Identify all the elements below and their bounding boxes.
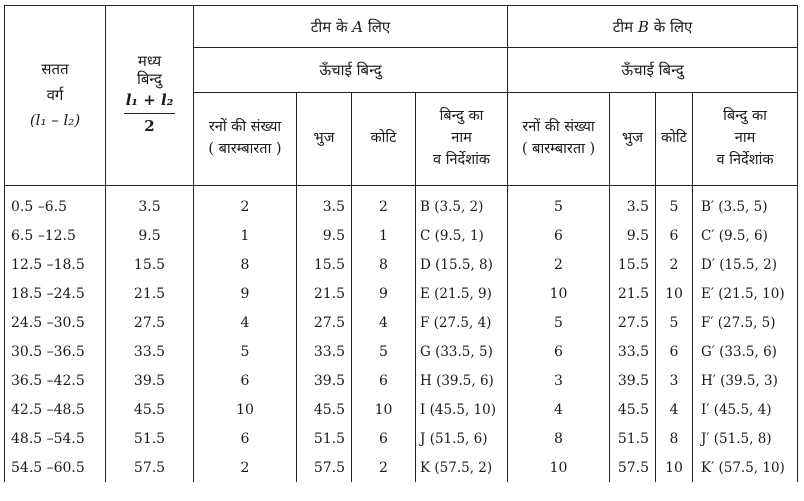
frequency-table	[4, 5, 798, 482]
team-b-suffix: के लिए	[648, 17, 693, 36]
team-a-point-cell: B (3.5, 2)	[416, 186, 508, 222]
team-a-ordinate-header: कोटि	[352, 93, 416, 186]
team-a-abscissa-cell: 3.5	[297, 186, 352, 222]
team-a-ordinate-cell: 2	[352, 453, 416, 482]
midpoint-header	[106, 6, 194, 186]
team-a-point-cell: K (57.5, 2)	[416, 453, 508, 482]
team-a-point-header	[416, 93, 508, 186]
table-row	[5, 279, 798, 308]
team-a-ordinate-cell: 4	[352, 308, 416, 337]
team-b-header	[508, 6, 798, 48]
team-a-abscissa-cell: 39.5	[297, 366, 352, 395]
team-b-ordinate-cell: 10	[656, 279, 693, 308]
team-b-point-cell: K′ (57.5, 10)	[693, 453, 798, 482]
midpoint-cell: 39.5	[106, 366, 194, 395]
team-a-runs-cell: 8	[194, 250, 297, 279]
team-a-runs-cell: 4	[194, 308, 297, 337]
team-a-ordinate-cell: 6	[352, 424, 416, 453]
team-b-runs-cell: 4	[508, 395, 610, 424]
team-a-abscissa-cell: 57.5	[297, 453, 352, 482]
class-header-line-1: सतत	[41, 60, 69, 79]
team-a-runs-cell: 2	[194, 453, 297, 482]
midpoint-cell: 33.5	[106, 337, 194, 366]
runs-label-1: रनों की संख्या	[522, 119, 595, 136]
team-b-point-cell: D′ (15.5, 2)	[693, 250, 798, 279]
team-b-point-cell: C′ (9.5, 6)	[693, 221, 798, 250]
team-a-abscissa-cell: 45.5	[297, 395, 352, 424]
team-b-runs-cell: 5	[508, 308, 610, 337]
team-b-abscissa-cell: 33.5	[610, 337, 656, 366]
team-b-ordinate-cell: 5	[656, 308, 693, 337]
midpoint-cell: 15.5	[106, 250, 194, 279]
team-b-abscissa-cell: 15.5	[610, 250, 656, 279]
team-b-ordinate-cell: 5	[656, 186, 693, 222]
team-b-runs-cell: 6	[508, 221, 610, 250]
midpoint-cell: 57.5	[106, 453, 194, 482]
team-b-runs-cell: 10	[508, 453, 610, 482]
team-b-ordinate-cell: 6	[656, 337, 693, 366]
midpoint-cell: 9.5	[106, 221, 194, 250]
class-interval-cell: 12.5 –18.5	[5, 250, 106, 279]
team-b-abscissa-cell: 51.5	[610, 424, 656, 453]
class-interval-cell: 0.5 –6.5	[5, 186, 106, 222]
team-b-point-cell: J′ (51.5, 8)	[693, 424, 798, 453]
point-label-2: नाम	[451, 130, 472, 147]
class-interval-cell: 24.5 –30.5	[5, 308, 106, 337]
team-a-runs-header	[194, 93, 297, 186]
team-b-runs-cell: 8	[508, 424, 610, 453]
team-a-abscissa-cell: 9.5	[297, 221, 352, 250]
table-row	[5, 395, 798, 424]
class-interval-cell: 6.5 –12.5	[5, 221, 106, 250]
runs-label-1: रनों की संख्या	[208, 119, 282, 136]
team-a-point-cell: C (9.5, 1)	[416, 221, 508, 250]
midpoint-label-1: मध्य	[137, 51, 162, 70]
class-header-line-2: वर्ग	[46, 85, 64, 104]
team-a-runs-cell: 9	[194, 279, 297, 308]
team-b-point-cell: E′ (21.5, 10)	[693, 279, 798, 308]
team-a-point-cell: I (45.5, 10)	[416, 395, 508, 424]
table-row	[5, 453, 798, 482]
team-b-ordinate-cell: 10	[656, 453, 693, 482]
midpoint-cell: 27.5	[106, 308, 194, 337]
class-header-line-3: (l₁ – l₂)	[29, 111, 81, 130]
table-row	[5, 424, 798, 453]
team-a-abscissa-cell: 15.5	[297, 250, 352, 279]
team-a-point-cell: H (39.5, 6)	[416, 366, 508, 395]
midpoint-denominator: 2	[144, 117, 155, 135]
team-b-point-cell: B′ (3.5, 5)	[693, 186, 798, 222]
team-b-point-cell: H′ (39.5, 3)	[693, 366, 798, 395]
team-b-letter: B	[637, 17, 649, 36]
team-a-ordinate-cell: 2	[352, 186, 416, 222]
midpoint-cell: 21.5	[106, 279, 194, 308]
team-b-abscissa-cell: 21.5	[610, 279, 656, 308]
team-b-point-cell: I′ (45.5, 4)	[693, 395, 798, 424]
point-label-3: व निर्देशांक	[433, 151, 490, 168]
runs-label-2: ( बारम्बारता )	[521, 141, 596, 157]
point-label-3: व निर्देशांक	[716, 151, 774, 168]
team-a-runs-cell: 6	[194, 366, 297, 395]
class-interval-cell: 36.5 –42.5	[5, 366, 106, 395]
team-b-abscissa-header: भुज	[610, 93, 656, 186]
point-label-1: बिन्दु का	[439, 108, 484, 125]
table-row	[5, 186, 798, 222]
team-b-ordinate-header: कोटि	[656, 93, 693, 186]
team-b-runs-cell: 6	[508, 337, 610, 366]
point-label-2: नाम	[734, 130, 756, 147]
team-b-abscissa-cell: 57.5	[610, 453, 656, 482]
class-interval-cell: 54.5 –60.5	[5, 453, 106, 482]
team-b-runs-header	[508, 93, 610, 186]
midpoint-cell: 45.5	[106, 395, 194, 424]
document-page	[4, 5, 798, 482]
team-a-point-cell: F (27.5, 4)	[416, 308, 508, 337]
team-b-ordinate-cell: 2	[656, 250, 693, 279]
team-b-runs-cell: 3	[508, 366, 610, 395]
team-b-prefix: टीम	[612, 17, 638, 36]
team-b-abscissa-cell: 3.5	[610, 186, 656, 222]
team-a-ordinate-cell: 5	[352, 337, 416, 366]
team-b-point-header	[693, 93, 798, 186]
team-b-abscissa-cell: 39.5	[610, 366, 656, 395]
team-a-point-cell: G (33.5, 5)	[416, 337, 508, 366]
team-b-abscissa-cell: 27.5	[610, 308, 656, 337]
team-a-ordinate-cell: 6	[352, 366, 416, 395]
team-a-ordinate-cell: 9	[352, 279, 416, 308]
team-b-height-point-header: ऊँचाई बिन्दु	[508, 48, 798, 93]
team-b-runs-cell: 10	[508, 279, 610, 308]
team-b-runs-cell: 5	[508, 186, 610, 222]
table-row	[5, 221, 798, 250]
team-a-height-point-header: ऊँचाई बिन्दु	[194, 48, 508, 93]
team-a-point-cell: D (15.5, 8)	[416, 250, 508, 279]
team-b-ordinate-cell: 8	[656, 424, 693, 453]
team-b-ordinate-cell: 4	[656, 395, 693, 424]
team-a-abscissa-header: भुज	[297, 93, 352, 186]
team-b-ordinate-cell: 3	[656, 366, 693, 395]
team-a-runs-cell: 1	[194, 221, 297, 250]
class-interval-cell: 30.5 –36.5	[5, 337, 106, 366]
team-a-abscissa-cell: 27.5	[297, 308, 352, 337]
class-interval-header	[5, 6, 106, 186]
midpoint-cell: 51.5	[106, 424, 194, 453]
team-a-abscissa-cell: 51.5	[297, 424, 352, 453]
team-b-point-cell: F′ (27.5, 5)	[693, 308, 798, 337]
team-a-suffix: लिए	[363, 17, 391, 36]
point-label-1: बिन्दु का	[723, 108, 767, 125]
team-b-point-cell: G′ (33.5, 6)	[693, 337, 798, 366]
team-b-abscissa-cell: 45.5	[610, 395, 656, 424]
table-row	[5, 308, 798, 337]
runs-label-2: ( बारम्बारता )	[208, 141, 282, 157]
team-b-abscissa-cell: 9.5	[610, 221, 656, 250]
team-a-letter: A	[352, 17, 364, 36]
team-a-ordinate-cell: 10	[352, 395, 416, 424]
class-interval-cell: 42.5 –48.5	[5, 395, 106, 424]
team-a-point-cell: J (51.5, 6)	[416, 424, 508, 453]
team-a-ordinate-cell: 8	[352, 250, 416, 279]
class-interval-cell: 48.5 –54.5	[5, 424, 106, 453]
team-a-ordinate-cell: 1	[352, 221, 416, 250]
midpoint-fraction	[124, 88, 176, 140]
team-b-ordinate-cell: 6	[656, 221, 693, 250]
team-a-abscissa-cell: 21.5	[297, 279, 352, 308]
team-b-runs-cell: 2	[508, 250, 610, 279]
team-a-prefix: टीम के	[310, 17, 353, 36]
midpoint-numerator: l₁ + l₂	[124, 88, 176, 115]
table-row	[5, 250, 798, 279]
team-a-runs-cell: 2	[194, 186, 297, 222]
table-row	[5, 366, 798, 395]
team-a-abscissa-cell: 33.5	[297, 337, 352, 366]
team-a-runs-cell: 5	[194, 337, 297, 366]
midpoint-label-2: बिन्दु	[136, 69, 163, 88]
team-a-point-cell: E (21.5, 9)	[416, 279, 508, 308]
team-a-runs-cell: 6	[194, 424, 297, 453]
team-a-runs-cell: 10	[194, 395, 297, 424]
class-interval-cell: 18.5 –24.5	[5, 279, 106, 308]
team-a-header	[194, 6, 508, 48]
table-row	[5, 337, 798, 366]
midpoint-cell: 3.5	[106, 186, 194, 222]
